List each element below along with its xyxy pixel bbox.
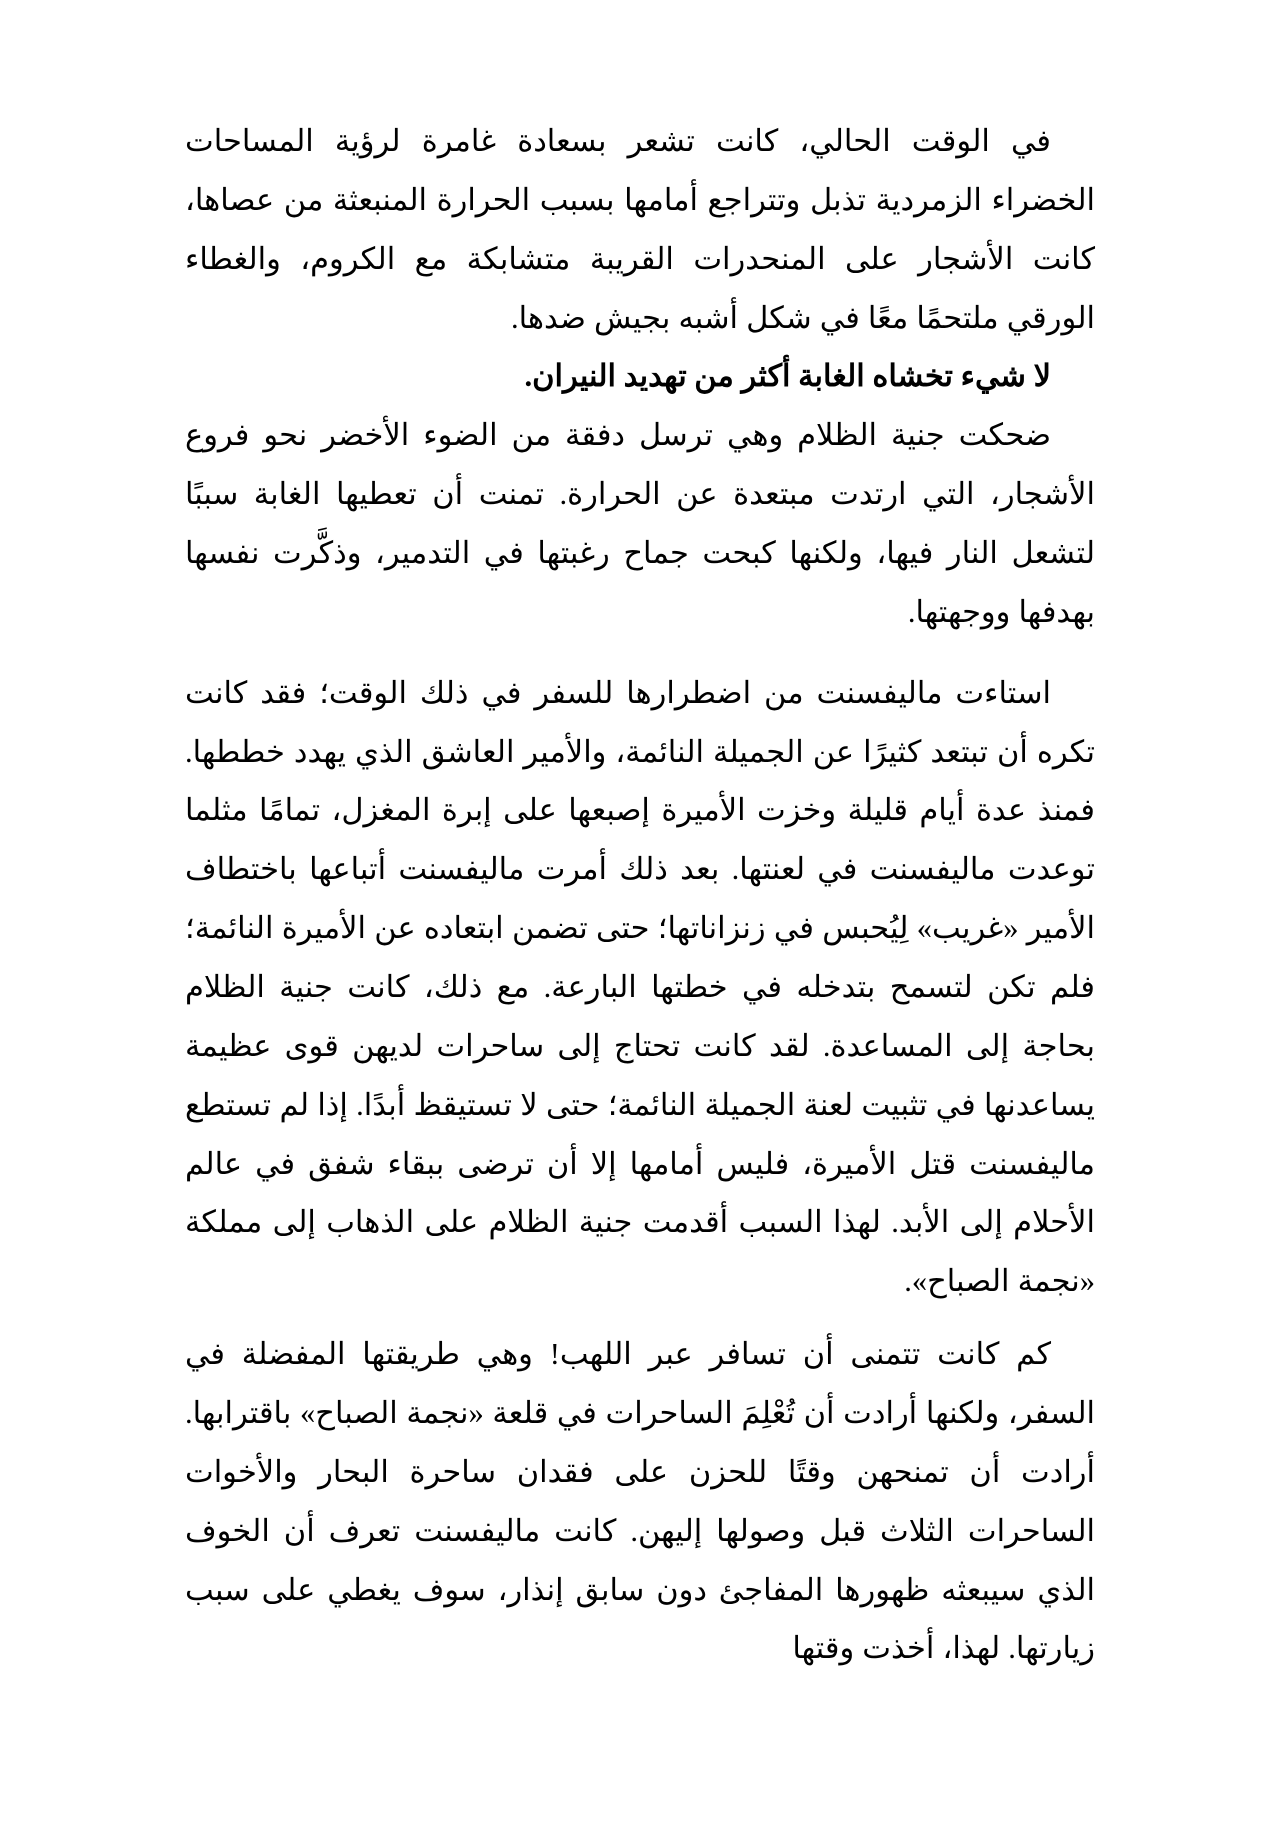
paragraph-gap [185,1311,1095,1325]
paragraph-2: ضحكت جنية الظلام وهي ترسل دفقة من الضوء الأخضر نحو فروع الأشجار، التي ارتدت مبتعدة عن الحرارة. تمنت أن تعطيها الغابة سببًا لتشعل النار فيها، ولكنها كبحت جماح رغبتها في التدمير، وذكَّرت نفسها بهدفها ووجهتها. [185,418,1095,629]
paragraph-4: كم كانت تتمنى أن تسافر عبر اللهب! وهي طريقتها المفضلة في السفر، ولكنها أرادت أن تُعْلِمَ الساحرات في قلعة «نجمة الصباح» باقترابها. أرادت أن تمنحهن وقتًا للحزن على فقدان ساحرة البحار والأخوات الساحرات الثلاث قبل وصولها إليهن. كانت ماليفسنت تعرف أن الخوف الذي سيبعثه ظهورها المفاجئ دون سابق إنذار، سوف يغطي على سبب زيارتها. لهذا، أخذت وقتها [185,1337,1095,1666]
paragraph-1: في الوقت الحالي، كانت تشعر بسعادة غامرة لرؤية المساحات الخضراء الزمردية تذبل وتتراجع أمامها بسبب الحرارة المنبعثة من عصاها، كانت الأشجار على المنحدرات القريبة متشابكة مع الكروم، والغطاء الورقي ملتحمًا معًا في شكل أشبه بجيش ضدها. [185,124,1095,335]
emphasis-line: لا شيء تخشاه الغابة أكثر من تهديد النيران. [524,359,1051,394]
paragraph-gap [185,642,1095,664]
document-body [185,112,1095,1678]
paragraph-3: استاءت ماليفسنت من اضطرارها للسفر في ذلك الوقت؛ فقد كانت تكره أن تبتعد كثيرًا عن الجميلة النائمة، والأمير العاشق الذي يهدد خططها. فمنذ عدة أيام قليلة وخزت الأميرة إصبعها على إبرة المغزل، تمامًا مثلما توعدت ماليفسنت في لعنتها. بعد ذلك أمرت ماليفسنت أتباعها باختطاف الأمير «غريب» لِيُحبس في زنزاناتها؛ حتى تضمن ابتعاده عن الأميرة النائمة؛ فلم تكن لتسمح بتدخله في خطتها البارعة. مع ذلك، كانت جنية الظلام بحاجة إلى المساعدة. لقد كانت تحتاج إلى ساحرات لديهن قوى عظيمة يساعدنها في تثبيت لعنة الجميلة النائمة؛ حتى لا تستيقظ أبدًا. إذا لم تستطع ماليفسنت قتل الأميرة، فليس أمامها إلا أن ترضى ببقاء شفق في عالم الأحلام إلى الأبد. لهذا السبب أقدمت جنية الظلام على الذهاب إلى مملكة «نجمة الصباح». [185,675,1095,1299]
